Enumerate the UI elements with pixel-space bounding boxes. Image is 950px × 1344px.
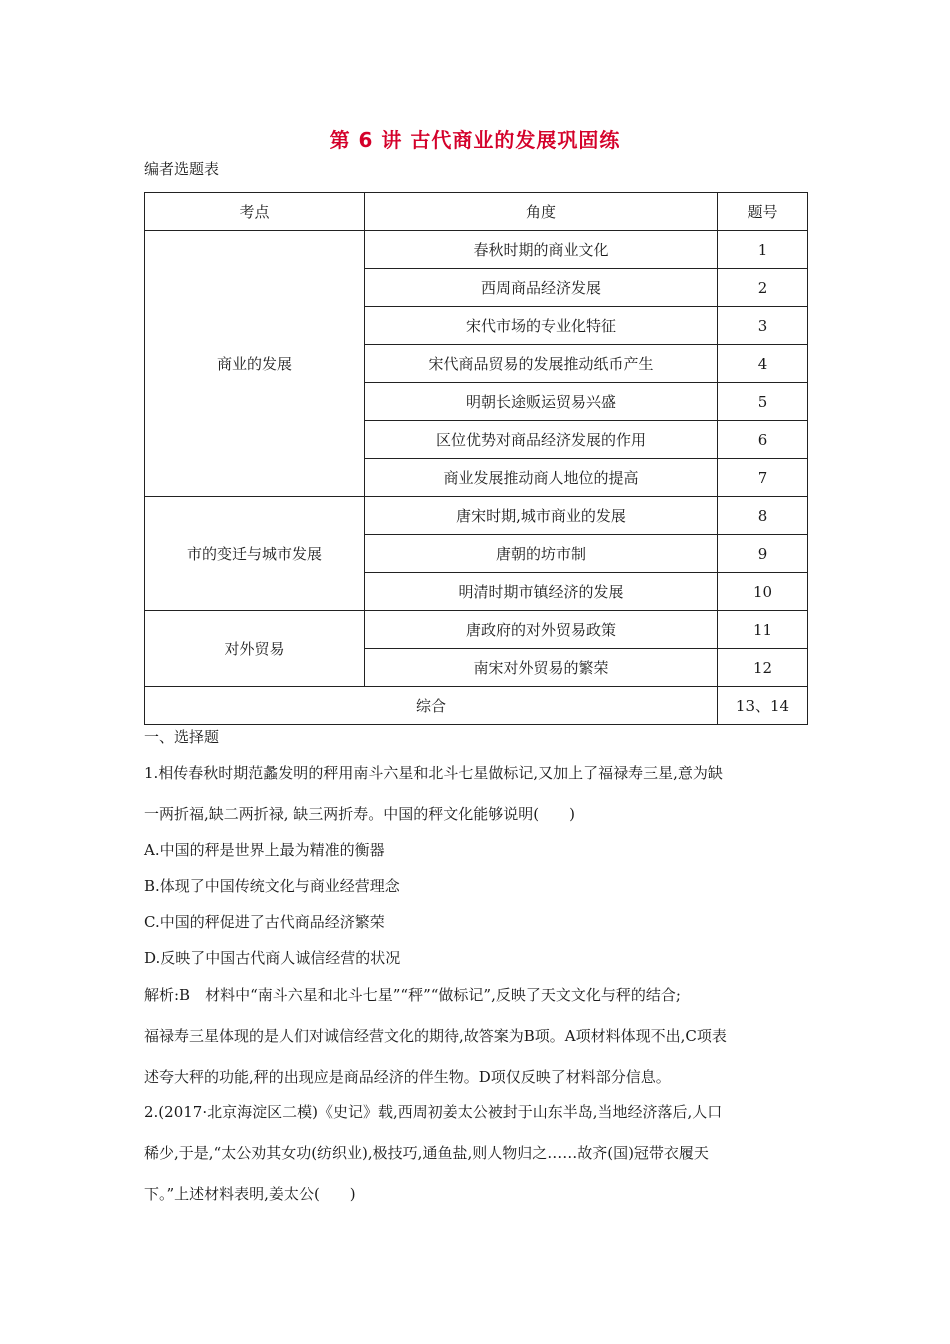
question-1-stem-line-2: 一两折福,缺二两折禄, 缺三两折寿。中国的秤文化能够说明( ) [144,805,576,823]
table-row [145,497,808,535]
number-cell: 9 [718,535,808,573]
number-cell: 6 [718,421,808,459]
question-1-option-a: A.中国的秤是世界上最为精准的衡器 [144,841,385,859]
header-angle: 角度 [365,193,718,231]
number-cell: 10 [718,573,808,611]
angle-cell: 唐朝的坊市制 [365,535,718,573]
angle-cell: 区位优势对商品经济发展的作用 [365,421,718,459]
number-cell: 8 [718,497,808,535]
question-1-stem-line-1: 1.相传春秋时期范蠡发明的秤用南斗六星和北斗七星做标记,又加上了福禄寿三星,意为缺 [144,764,723,782]
topic-cell: 对外贸易 [145,611,365,687]
topic-cell: 商业的发展 [145,231,365,497]
question-2-stem-line-3: 下。”上述材料表明,姜太公( ) [144,1185,356,1203]
number-cell: 3 [718,307,808,345]
angle-cell: 西周商品经济发展 [365,269,718,307]
question-2-stem-line-2: 稀少,于是,“太公劝其女功(纺织业),极技巧,通鱼盐,则人物归之……故齐(国)冠带衣履天 [144,1144,709,1162]
question-1-option-b: B.体现了中国传统文化与商业经营理念 [144,877,400,895]
table-row [145,611,808,649]
question-2-stem-line-1: 2.(2017·北京海淀区二模)《史记》载,西周初姜太公被封于山东半岛,当地经济落后,人口 [144,1103,723,1121]
angle-cell: 宋代市场的专业化特征 [365,307,718,345]
header-topic: 考点 [145,193,365,231]
angle-cell: 唐宋时期,城市商业的发展 [365,497,718,535]
summary-number: 13、14 [718,687,808,725]
number-cell: 12 [718,649,808,687]
angle-cell: 春秋时期的商业文化 [365,231,718,269]
angle-cell: 唐政府的对外贸易政策 [365,611,718,649]
angle-cell: 明朝长途贩运贸易兴盛 [365,383,718,421]
angle-cell: 南宋对外贸易的繁荣 [365,649,718,687]
number-cell: 7 [718,459,808,497]
number-cell: 2 [718,269,808,307]
summary-label: 综合 [145,687,718,725]
table-row [145,231,808,269]
number-cell: 4 [718,345,808,383]
question-1-analysis-line-2: 福禄寿三星体现的是人们对诚信经营文化的期待,故答案为B项。A项材料体现不出,C项表 [144,1027,727,1045]
number-cell: 5 [718,383,808,421]
section-heading: 一、选择题 [144,728,220,746]
table-header-row [145,193,808,231]
page-title: 第 6 讲 古代商业的发展巩固练 [329,128,621,152]
angle-cell: 商业发展推动商人地位的提高 [365,459,718,497]
number-cell: 1 [718,231,808,269]
angle-cell: 明清时期市镇经济的发展 [365,573,718,611]
question-1-analysis-line-1: 解析:B 材料中“南斗六星和北斗七星”“秤”“做标记”,反映了天文文化与秤的结合; [144,986,681,1004]
topic-cell: 市的变迁与城市发展 [145,497,365,611]
table-caption: 编者选题表 [144,160,220,178]
header-number: 题号 [718,193,808,231]
question-1-analysis-line-3: 述夸大秤的功能,秤的出现应是商品经济的伴生物。D项仅反映了材料部分信息。 [144,1068,671,1086]
topic-table [144,192,808,725]
question-1-option-d: D.反映了中国古代商人诚信经营的状况 [144,949,401,967]
table-summary-row [145,687,808,725]
angle-cell: 宋代商品贸易的发展推动纸币产生 [365,345,718,383]
question-1-option-c: C.中国的秤促进了古代商品经济繁荣 [144,913,385,931]
number-cell: 11 [718,611,808,649]
